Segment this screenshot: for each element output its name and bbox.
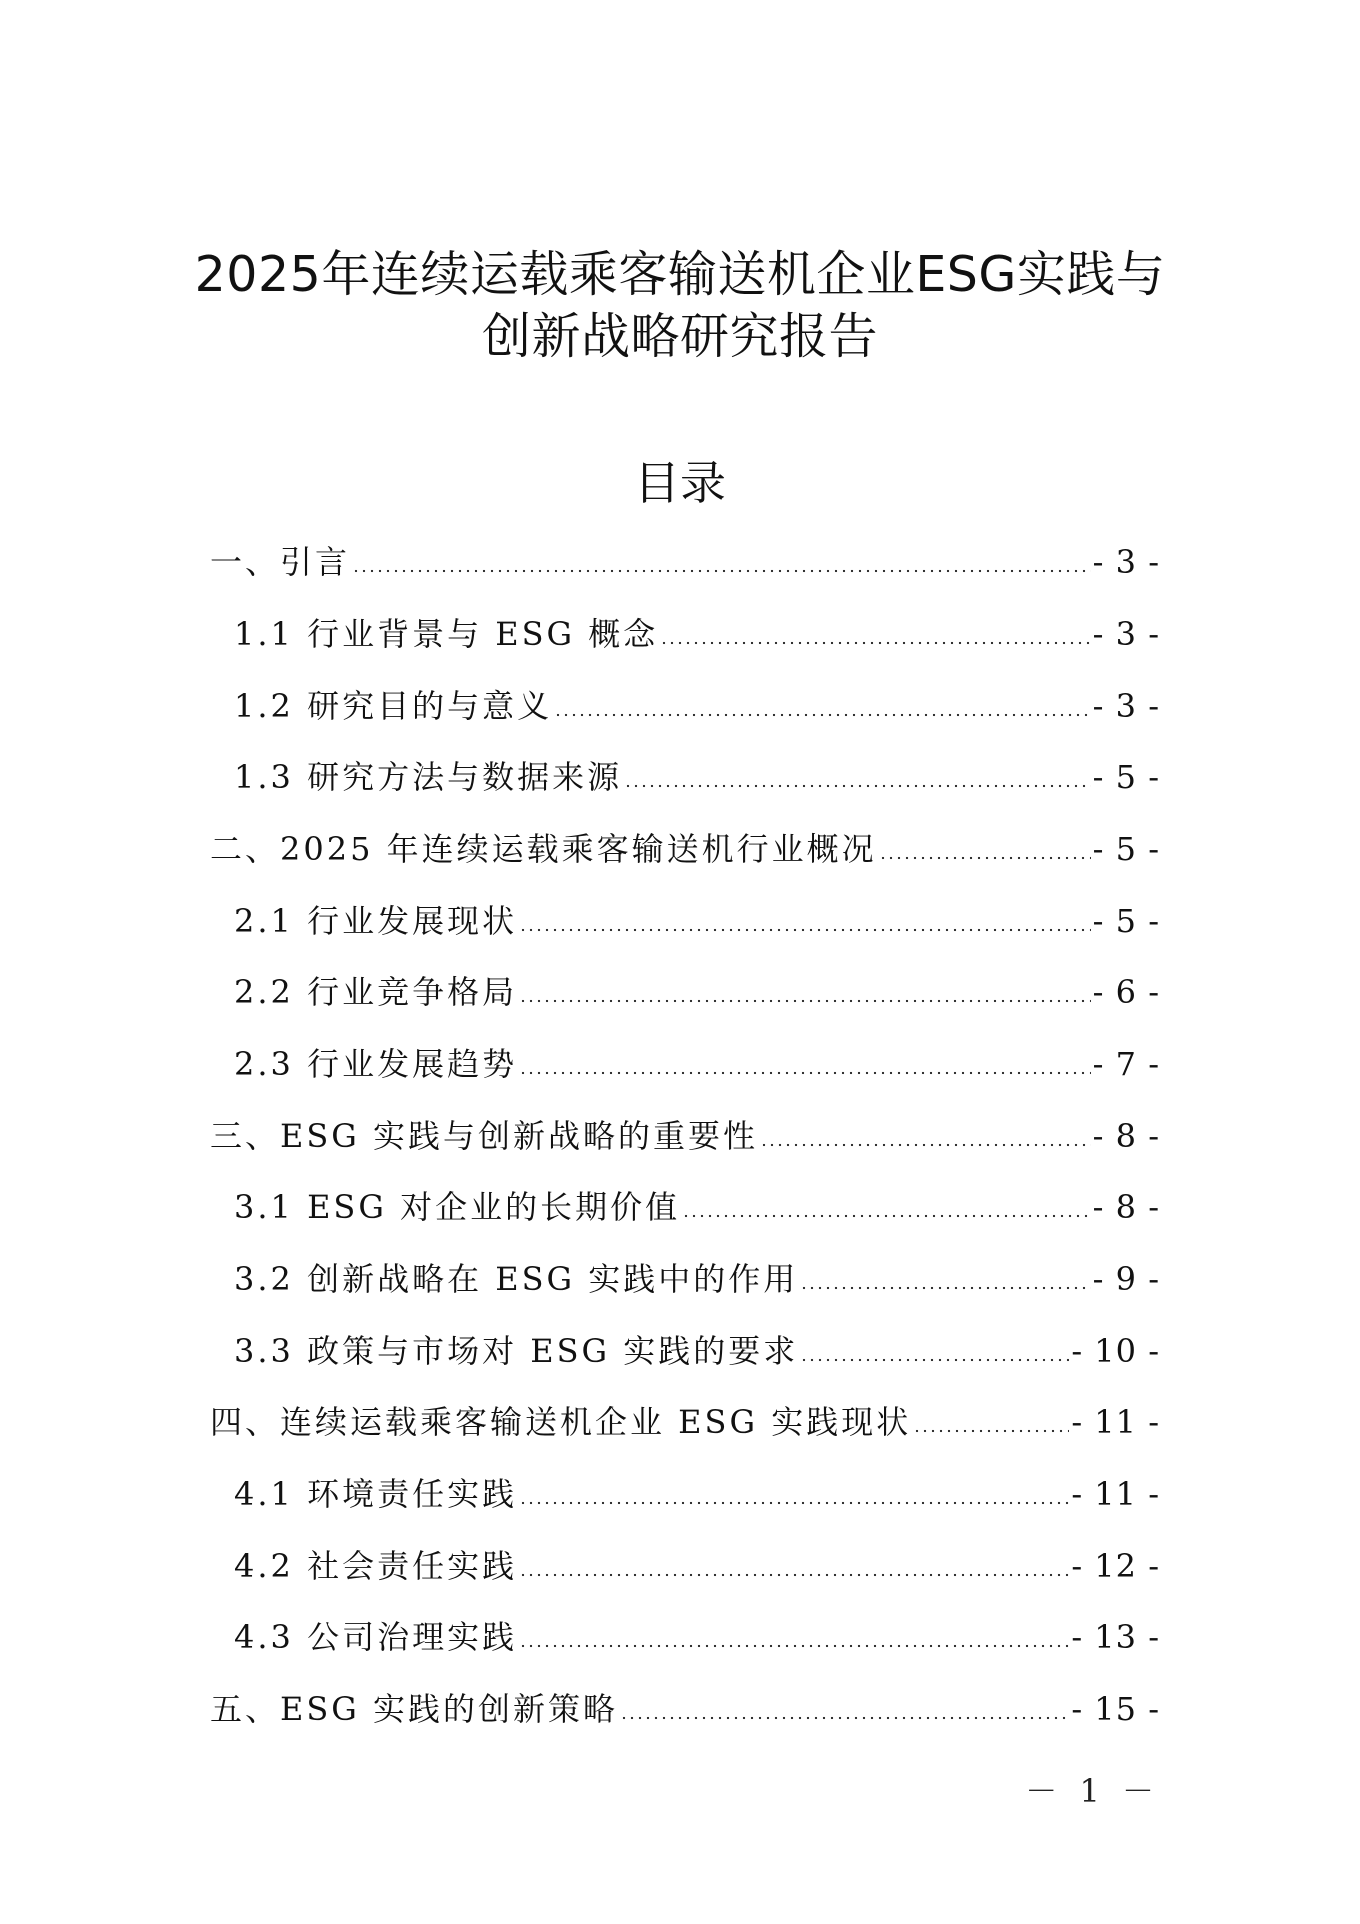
toc-dot-leader [519, 992, 1091, 1004]
toc-heading: 目录 [634, 456, 726, 510]
toc-item[interactable] [210, 889, 1160, 941]
toc-dot-leader [519, 1064, 1091, 1076]
toc-item-label: 2.2 行业竞争格局 [234, 973, 518, 1011]
toc-dot-leader [620, 1709, 1069, 1721]
toc-item-label: 3.3 政策与市场对 ESG 实践的要求 [234, 1332, 799, 1370]
report-title-line-1: 2025年连续运载乘客输送机企业ESG实践与 [194, 246, 1166, 303]
toc-item-label: 1.2 研究目的与意义 [234, 687, 553, 725]
toc-item[interactable] [210, 1032, 1160, 1084]
toc-item-label: 2.3 行业发展趋势 [234, 1045, 518, 1083]
toc-item-page: - 3 - [1092, 615, 1160, 653]
toc-item-label: 3.1 ESG 对企业的长期价值 [234, 1188, 681, 1226]
toc-dot-leader [800, 1279, 1090, 1291]
toc-item-label: 4.1 环境责任实践 [234, 1475, 518, 1513]
toc-item[interactable] [210, 530, 1160, 582]
toc-item[interactable] [210, 817, 1160, 869]
toc-item-page: - 5 - [1092, 830, 1160, 868]
toc-item-page: - 5 - [1092, 758, 1160, 796]
toc-item[interactable] [210, 1534, 1160, 1586]
toc-item-page: - 3 - [1092, 543, 1160, 581]
toc-item-label: 4.2 社会责任实践 [234, 1547, 518, 1585]
toc-dot-leader [800, 1351, 1069, 1363]
toc-dot-leader [913, 1422, 1069, 1434]
page-number: － 1 － [1025, 1772, 1160, 1810]
toc-dot-leader [519, 1566, 1069, 1578]
toc-item[interactable] [210, 745, 1160, 797]
toc-item-label: 一、引言 [210, 543, 351, 581]
toc-item-page: - 6 - [1092, 973, 1160, 1011]
toc-item-label: 3.2 创新战略在 ESG 实践中的作用 [234, 1260, 799, 1298]
toc-item-page: - 12 - [1071, 1547, 1160, 1585]
toc-item[interactable] [210, 1605, 1160, 1657]
toc-item-page: - 10 - [1071, 1332, 1160, 1370]
toc-item[interactable] [210, 1104, 1160, 1156]
toc-item[interactable] [210, 1462, 1160, 1514]
toc-item-page: - 7 - [1092, 1045, 1160, 1083]
toc-dot-leader [682, 1207, 1091, 1219]
toc-item[interactable] [210, 1677, 1160, 1729]
toc-item[interactable] [210, 960, 1160, 1012]
toc-dot-leader [879, 849, 1091, 861]
toc-item-page: - 8 - [1092, 1188, 1160, 1226]
toc-dot-leader [519, 1637, 1069, 1649]
toc-dot-leader [519, 921, 1091, 933]
toc-item-label: 三、ESG 实践与创新战略的重要性 [210, 1117, 759, 1155]
toc-item-page: - 9 - [1092, 1260, 1160, 1298]
toc-item-page: - 8 - [1092, 1117, 1160, 1155]
report-title-line-2: 创新战略研究报告 [481, 308, 878, 365]
toc-item-label: 四、连续运载乘客输送机企业 ESG 实践现状 [210, 1403, 912, 1441]
toc-item-label: 4.3 公司治理实践 [234, 1618, 518, 1656]
toc-item-page: - 15 - [1071, 1690, 1160, 1728]
toc-dot-leader [624, 777, 1091, 789]
toc-item[interactable] [210, 1247, 1160, 1299]
toc-dot-leader [352, 562, 1091, 574]
toc-dot-leader [554, 706, 1091, 718]
toc-item-label: 二、2025 年连续运载乘客输送机行业概况 [210, 830, 877, 868]
toc-item[interactable] [210, 674, 1160, 726]
toc-item-label: 1.1 行业背景与 ESG 概念 [234, 615, 659, 653]
toc-item[interactable] [210, 602, 1160, 654]
toc-item[interactable] [210, 1319, 1160, 1371]
toc-item-page: - 13 - [1071, 1618, 1160, 1656]
toc-item-page: - 3 - [1092, 687, 1160, 725]
toc-item-page: - 11 - [1071, 1403, 1160, 1441]
toc-item-label: 1.3 研究方法与数据来源 [234, 758, 623, 796]
toc-item-label: 2.1 行业发展现状 [234, 902, 518, 940]
toc-item[interactable] [210, 1390, 1160, 1442]
toc-item-label: 五、ESG 实践的创新策略 [210, 1690, 619, 1728]
toc-dot-leader [760, 1136, 1091, 1148]
toc-item-page: - 5 - [1092, 902, 1160, 940]
toc-item-page: - 11 - [1071, 1475, 1160, 1513]
toc-dot-leader [660, 634, 1090, 646]
toc-dot-leader [519, 1494, 1069, 1506]
toc-item[interactable] [210, 1175, 1160, 1227]
report-title [170, 244, 1190, 368]
